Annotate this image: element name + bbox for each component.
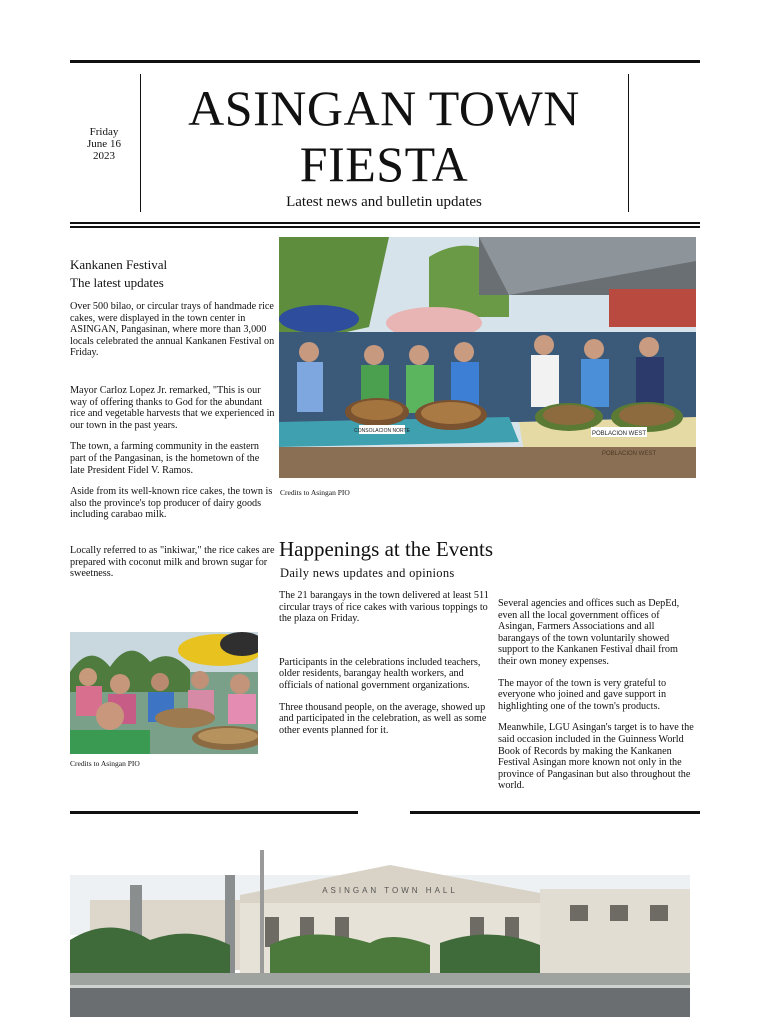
- happenings-c1-paragraph-2: Participants in the celebrations included teachers, older residents, barangay health workers, and officials of national government organizations.: [279, 656, 481, 691]
- happenings-c2-paragraph-3: Meanwhile, LGU Asingan's target is to have the said occasion included in the Guinness World Book of Records by making the Kankanen Festival Asingan more known not only in the province of Pangasinan but also throughout the world.: [498, 722, 694, 792]
- happenings-heading: Happenings at the Events: [279, 537, 494, 561]
- crowd-photo-image: [70, 632, 258, 754]
- sign-left-text: CONSOLACION NORTE: [354, 428, 410, 434]
- crowd-photo: [70, 632, 258, 754]
- masthead-divider-left: [140, 74, 141, 212]
- issue-day: Friday: [89, 126, 119, 138]
- town-hall-photo-image: [70, 845, 690, 1017]
- title-line-2: FIESTA: [299, 136, 469, 192]
- festival-photo-image: [279, 237, 696, 478]
- left-article: [70, 301, 275, 590]
- kankanen-heading: Kankanen Festival: [70, 257, 168, 272]
- title-line-1: ASINGAN TOWN: [188, 80, 580, 136]
- town-hall-photo: [70, 845, 690, 1017]
- top-rule: [70, 60, 700, 63]
- left-paragraph-1: Over 500 bilao, or circular trays of handmade rice cakes, were displayed in the town center in ASINGAN, Pangasinan, where more than 3,000 locals celebrated the annual Kankanen Festival on Friday.: [70, 301, 275, 359]
- left-paragraph-2: Mayor Carloz Lopez Jr. remarked, "This is our way of offering thanks to God for the abundant rice and vegetable harvests that we experienced in our town in the past years.: [70, 384, 275, 431]
- issue-month-day: June 16: [87, 138, 121, 150]
- left-paragraph-5: Locally referred to as "inkiwar," the rice cakes are prepared with coconut milk and brown sugar for sweetness.: [70, 544, 275, 580]
- happenings-subheading: Daily news updates and opinions: [280, 566, 455, 580]
- latest-updates-subheading: The latest updates: [70, 275, 164, 290]
- happenings-c1-paragraph-1: The 21 barangays in the town delivered at least 511 circular trays of rice cakes with various toppings to the plaza on Friday.: [279, 590, 489, 625]
- happenings-c2-paragraph-2: The mayor of the town is very grateful to everyone who joined and gave support in highlighting one of the town's products.: [498, 677, 667, 712]
- bottom-rule-left: [70, 811, 358, 814]
- sign-right-text: POBLACION WEST: [591, 431, 647, 437]
- left-paragraph-3: The town, a farming community in the eastern part of the Pangasinan, is the hometown of the late President Fidel V. Ramos.: [70, 441, 260, 476]
- happenings-column-2: [498, 598, 698, 802]
- festival-photo-caption: Credits to Asingan PIO: [280, 488, 350, 497]
- section-heading: [70, 256, 270, 292]
- festival-photo: [279, 237, 696, 478]
- masthead-divider-right: [628, 74, 629, 212]
- issue-date: [74, 126, 134, 162]
- happenings-column-1: [279, 590, 494, 746]
- left-paragraph-4: Aside from its well-known rice cakes, the town is also the province's top producer of dairy goods including carabao milk.: [70, 486, 273, 521]
- sign-back-text: POBLACION WEST: [601, 451, 657, 457]
- building-sign-text: ASINGAN TOWN HALL: [322, 886, 458, 895]
- masthead-bottom-rule-1: [70, 222, 700, 224]
- masthead-tagline: Latest news and bulletin updates: [286, 194, 482, 210]
- crowd-photo-caption: Credits to Asingan PIO: [70, 759, 140, 768]
- issue-year: 2023: [93, 150, 115, 162]
- happenings-c1-paragraph-3: Three thousand people, on the average, showed up and participated in the celebration, as well as some other events planned for it.: [279, 701, 487, 736]
- masthead-bottom-rule-2: [70, 226, 700, 228]
- happenings-c2-paragraph-1: Several agencies and offices such as DepEd, even all the local government offices of Asingan, Farmers Associations and all barangays of the town voluntarily showed support to the Kankanen Festival dhail from their own money expenses.: [498, 598, 680, 667]
- masthead-title: [145, 80, 623, 192]
- bottom-rule-right: [410, 811, 700, 814]
